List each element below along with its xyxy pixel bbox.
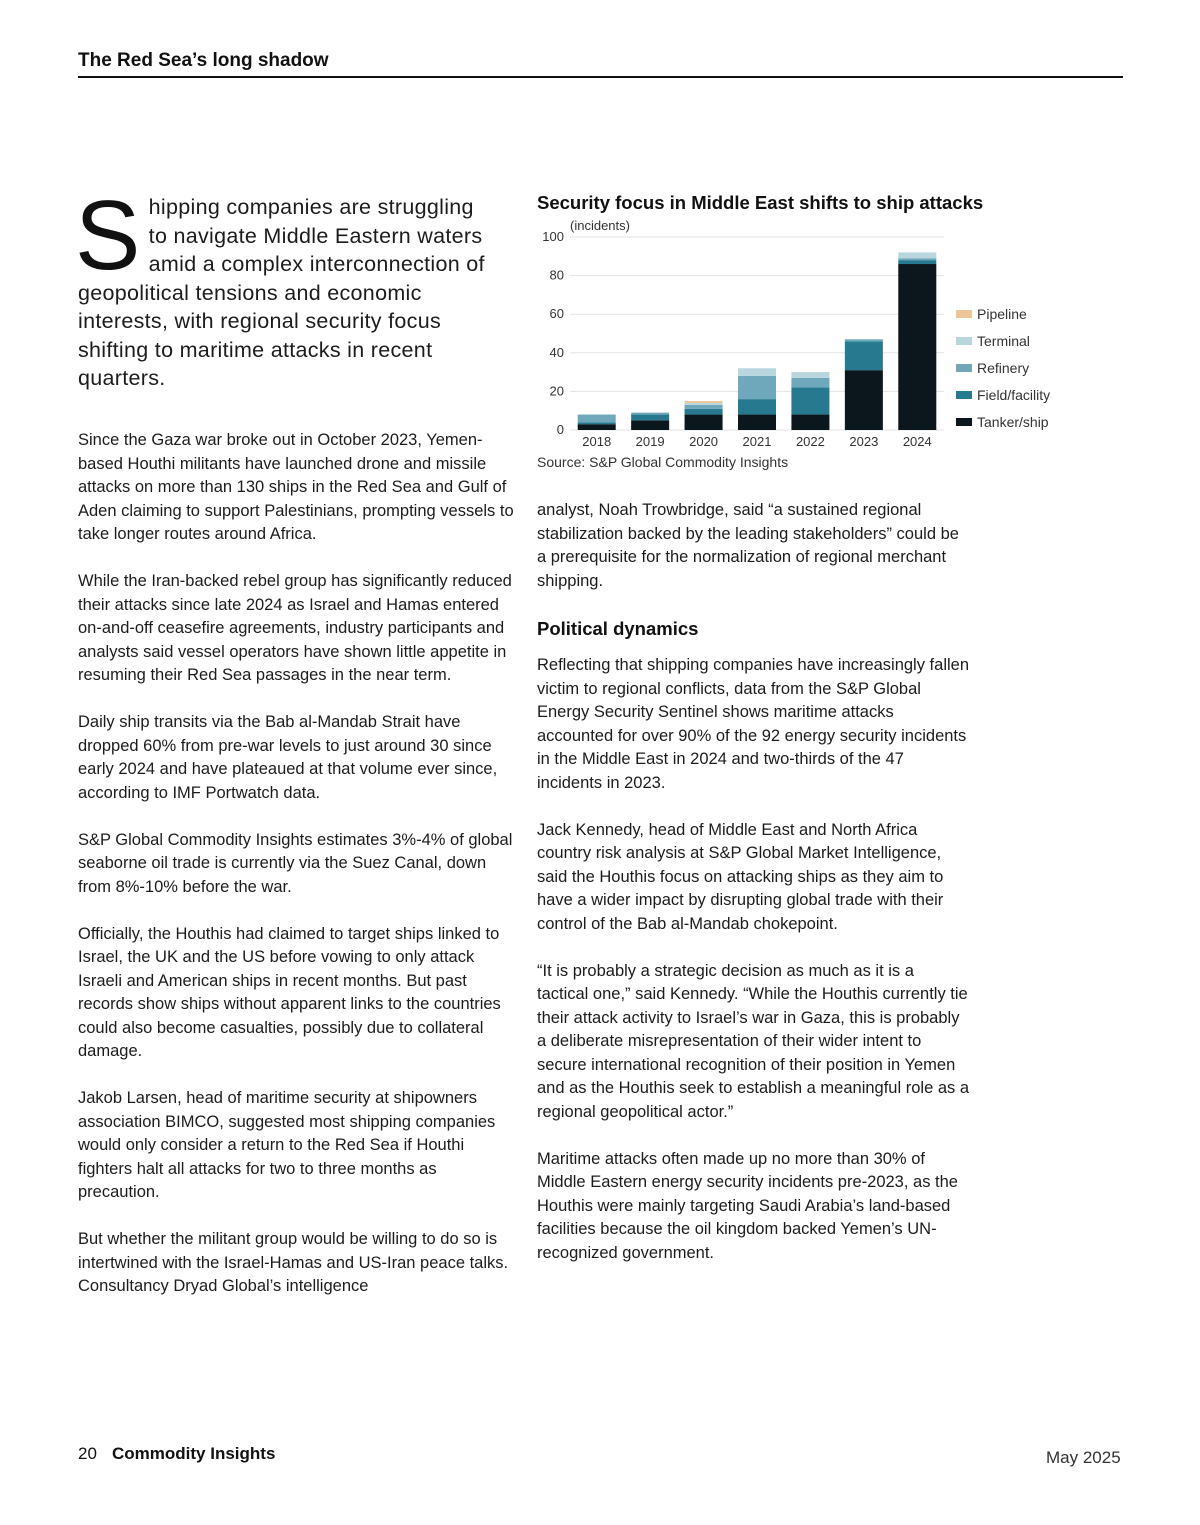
body-paragraph: Jakob Larsen, head of maritime security at shipowners association BIMCO, suggested most shipping companies would only consider a return to the Red Sea if Houthi fighters halt all attacks for two to three months as precaution. <box>78 1089 496 1201</box>
y-tick-label: 40 <box>549 344 564 360</box>
footer-date: May 2025 <box>1046 1448 1121 1467</box>
stacked-bar-chart <box>530 212 1090 452</box>
bar-segment <box>791 378 829 388</box>
bar-segment <box>631 413 669 415</box>
body-paragraph: “It is probably a strategic decision as much as it is a tactical one,” said Kennedy. “While the Houthis currently tie their attack activity to Israel’s war in Gaza, this is probably a deliberate misrepresentation of their wider intent to secure international recognition of their position in Yemen and as the Houthis seek to establish a meaningful role as a regional geopolitical actor.” <box>537 961 970 1121</box>
legend-label: Pipeline <box>977 306 1027 322</box>
page-number: 20 <box>78 1444 97 1463</box>
section-title: The Red Sea’s long shadow <box>78 50 329 71</box>
lede-paragraph <box>75 180 488 393</box>
legend-label: Tanker/ship <box>977 414 1049 430</box>
body-paragraph: But whether the militant group would be willing to do so is intertwined with the Israel-Hamas and US-Iran peace talks. Consultancy Dryad Global’s intelligence <box>78 1230 509 1295</box>
legend-swatch <box>956 418 972 426</box>
x-tick-label: 2022 <box>795 434 825 449</box>
bar-segment <box>738 399 776 414</box>
lede-text: hipping companies are struggling to navigate Middle Eastern waters amid a complex interconnection of geopolitical tensions and economic interests, with regional security focus shifting to maritime attacks in recent quarters. <box>78 195 485 390</box>
drop-cap: S <box>75 180 141 290</box>
body-paragraph: Since the Gaza war broke out in October 2023, Yemen-based Houthi militants have launched drone and missile attacks on more than 130 ships in the Red Sea and Gulf of Aden claiming to support Palestinians, prompting vessels to take longer routes around Africa. <box>78 431 514 543</box>
bar-segment <box>685 403 723 405</box>
y-tick-label: 20 <box>549 383 564 399</box>
chart-title: Security focus in Middle East shifts to ship attacks <box>537 192 984 213</box>
bar-segment <box>845 370 883 430</box>
body-paragraph: S&P Global Commodity Insights estimates 3%-4% of global seaborne oil trade is currently via the Suez Canal, down from 8%-10% before the war. <box>78 830 513 896</box>
bar-segment <box>791 415 829 430</box>
x-tick-label: 2021 <box>742 434 772 449</box>
bar-segment <box>898 252 936 258</box>
body-paragraph: Maritime attacks often made up no more than 30% of Middle Eastern energy security incidents pre-2023, as the Houthis were mainly targeting Saudi Arabia’s land-based facilities because the oil kingdom backed Yemen’s UN-recognized government. <box>537 1149 958 1262</box>
y-tick-label: 100 <box>542 229 564 244</box>
bar-segment <box>898 260 936 264</box>
bar-segment <box>631 415 669 421</box>
bar-segment <box>791 388 829 415</box>
body-paragraph: Reflecting that shipping companies have increasingly fallen victim to regional conflicts, data from the S&P Global Energy Security Sentinel shows maritime attacks accounted for over 90% of the 92 energy security incidents in the Middle East in 2024 and two-thirds of the 47 incidents in 2023. <box>537 656 970 792</box>
bar-segment <box>738 376 776 399</box>
x-tick-label: 2020 <box>689 434 719 449</box>
y-tick-label: 0 <box>556 422 564 437</box>
y-axis-label: (incidents) <box>570 218 630 233</box>
title-divider <box>78 76 1123 78</box>
legend-label: Terminal <box>977 333 1030 349</box>
bar-segment <box>791 372 829 378</box>
chart-source: Source: S&P Global Commodity Insights <box>537 454 789 470</box>
bar-segment <box>578 415 616 423</box>
bar-segment <box>845 339 883 341</box>
y-tick-label: 60 <box>549 306 564 322</box>
legend-swatch <box>956 364 972 372</box>
body-paragraph: Daily ship transits via the Bab al-Mandab Strait have dropped 60% from pre-war levels to just around 30 since early 2024 and have plateaued at that volume ever since, according to IMF Portwatch data. <box>78 713 498 802</box>
bar-segment <box>685 409 723 415</box>
left-column <box>78 429 518 1322</box>
bar-segment <box>631 420 669 430</box>
footer-brand: Commodity Insights <box>112 1444 276 1463</box>
bar-segment <box>685 405 723 409</box>
legend-swatch <box>956 391 972 399</box>
body-paragraph: While the Iran-backed rebel group has significantly reduced their attacks since late 2024 as Israel and Hamas entered on-and-off ceasefire agreements, industry participants and analysts said vessel operators have shown little appetite in resuming their Red Sea passages in the near term. <box>78 572 512 684</box>
bar-segment <box>898 264 936 430</box>
bar-segment <box>578 422 616 424</box>
legend-label: Refinery <box>977 360 1030 376</box>
bar-segment <box>578 424 616 430</box>
body-paragraph: analyst, Noah Trowbridge, said “a sustained regional stabilization backed by the leading stakeholders” could be a prerequisite for the normalization of regional merchant shipping. <box>537 501 959 590</box>
bar-segment <box>738 415 776 430</box>
bar-segment <box>898 258 936 260</box>
x-tick-label: 2018 <box>582 434 612 449</box>
body-paragraph: Jack Kennedy, head of Middle East and North Africa country risk analysis at S&P Global Market Intelligence, said the Houthis focus on attacking ships as they aim to have a wider impact by disrupting global trade with their control of the Bab al-Mandab chokepoint. <box>537 820 944 933</box>
legend-swatch <box>956 337 972 345</box>
bar-segment <box>738 368 776 376</box>
x-tick-label: 2024 <box>902 434 932 449</box>
x-tick-label: 2019 <box>635 434 665 449</box>
bar-segment <box>685 415 723 430</box>
bar-segment <box>685 401 723 403</box>
x-tick-label: 2023 <box>849 434 879 449</box>
body-paragraph: Officially, the Houthis had claimed to target ships linked to Israel, the UK and the US before vowing to only attack Israeli and American ships in recent months. But past records show ships without apparent links to the countries could also become casualties, possibly due to collateral damage. <box>78 924 501 1060</box>
right-column <box>537 499 969 1289</box>
political-dynamics-heading: Political dynamics <box>537 617 699 639</box>
y-tick-label: 80 <box>549 267 564 283</box>
legend-swatch <box>956 310 972 318</box>
bar-segment <box>845 341 883 370</box>
legend-label: Field/facility <box>977 387 1051 403</box>
